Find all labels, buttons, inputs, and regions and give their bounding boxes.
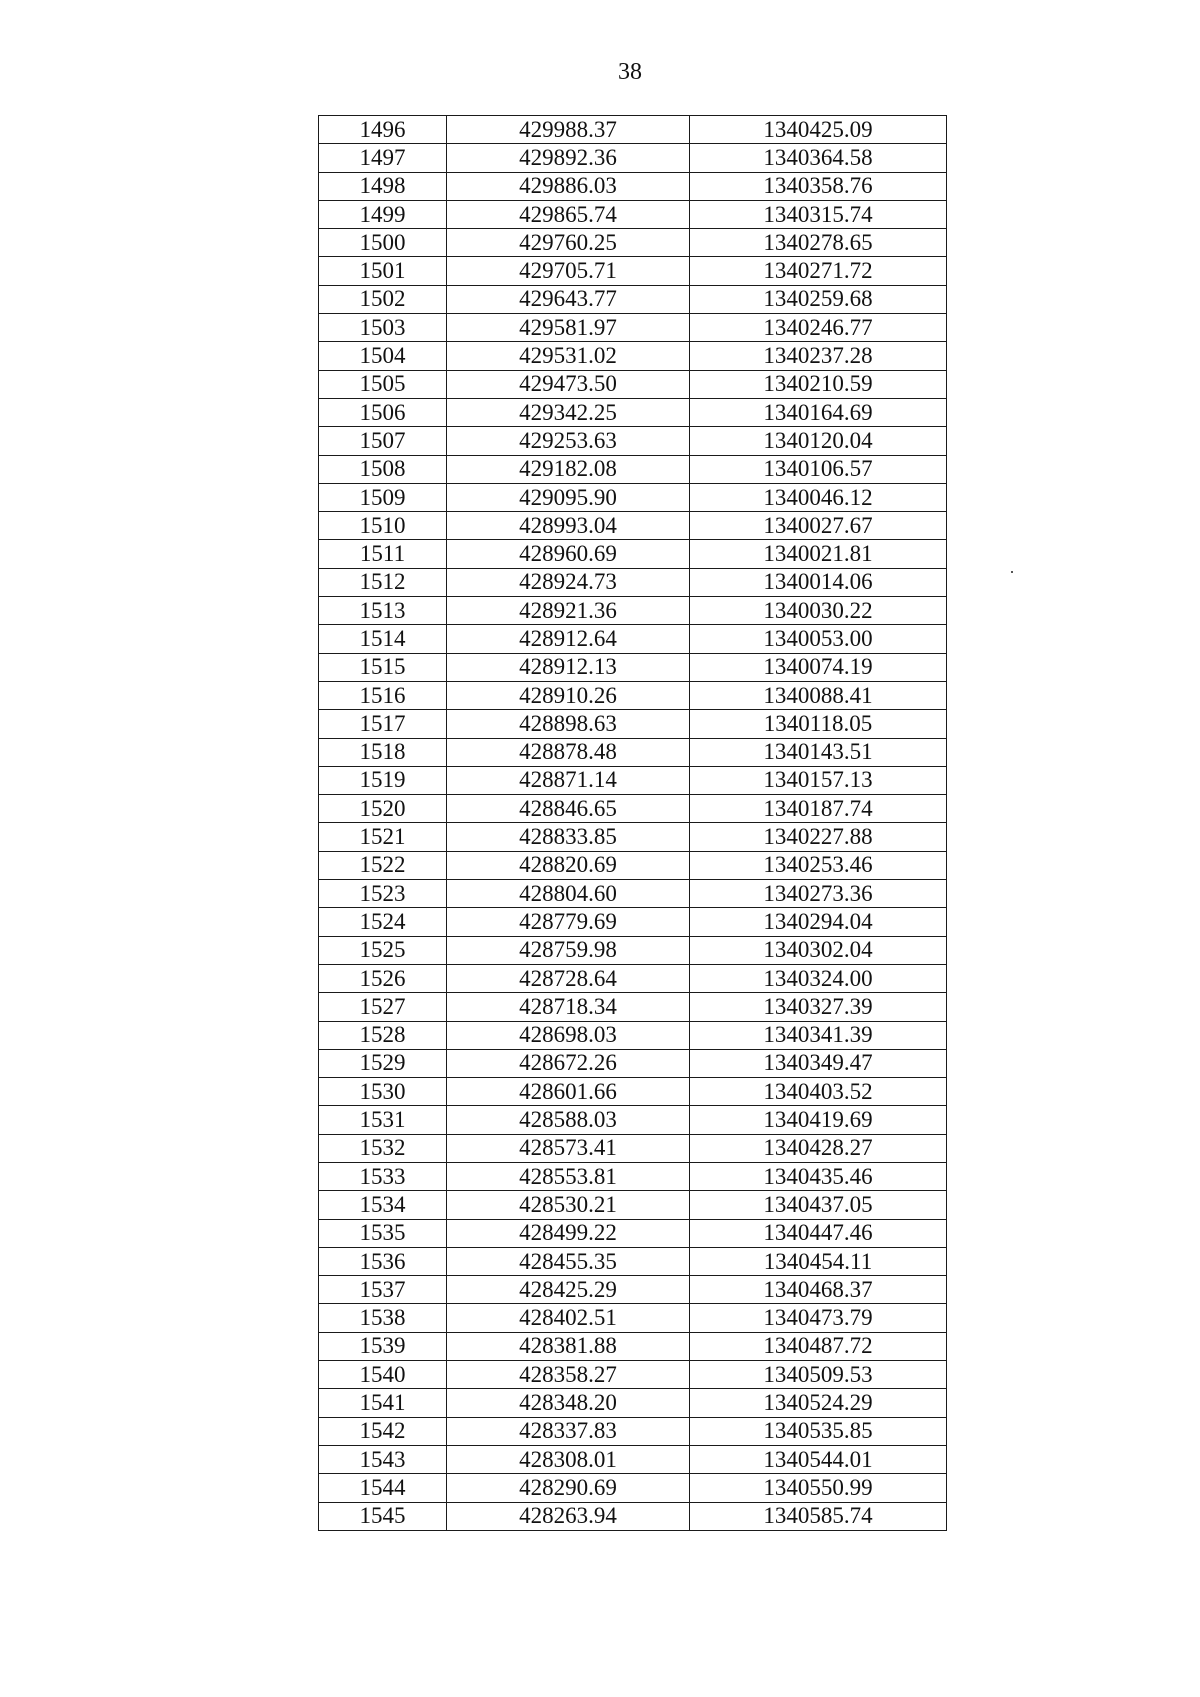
y-coordinate-cell: 1340473.79	[690, 1304, 947, 1332]
x-coordinate-cell: 428924.73	[447, 568, 690, 596]
table-row	[319, 229, 947, 257]
y-coordinate-cell: 1340550.99	[690, 1474, 947, 1502]
point-number-cell: 1516	[319, 681, 447, 709]
x-coordinate-cell: 429581.97	[447, 314, 690, 342]
y-coordinate-cell: 1340227.88	[690, 823, 947, 851]
y-coordinate-cell: 1340315.74	[690, 200, 947, 228]
point-number-cell: 1509	[319, 483, 447, 511]
point-number-cell: 1534	[319, 1191, 447, 1219]
x-coordinate-cell: 428381.88	[447, 1332, 690, 1360]
x-coordinate-cell: 428290.69	[447, 1474, 690, 1502]
x-coordinate-cell: 428698.03	[447, 1021, 690, 1049]
table-row	[319, 540, 947, 568]
point-number-cell: 1533	[319, 1162, 447, 1190]
point-number-cell: 1528	[319, 1021, 447, 1049]
point-number-cell: 1519	[319, 766, 447, 794]
x-coordinate-cell: 429886.03	[447, 172, 690, 200]
table-row	[319, 455, 947, 483]
y-coordinate-cell: 1340425.09	[690, 116, 947, 144]
y-coordinate-cell: 1340349.47	[690, 1049, 947, 1077]
y-coordinate-cell: 1340437.05	[690, 1191, 947, 1219]
y-coordinate-cell: 1340585.74	[690, 1502, 947, 1530]
x-coordinate-cell: 428921.36	[447, 597, 690, 625]
point-number-cell: 1535	[319, 1219, 447, 1247]
point-number-cell: 1502	[319, 285, 447, 313]
y-coordinate-cell: 1340046.12	[690, 483, 947, 511]
table-row	[319, 908, 947, 936]
point-number-cell: 1525	[319, 936, 447, 964]
x-coordinate-cell: 428588.03	[447, 1106, 690, 1134]
point-number-cell: 1507	[319, 427, 447, 455]
table-row	[319, 200, 947, 228]
table-row	[319, 483, 947, 511]
table-row	[319, 1078, 947, 1106]
x-coordinate-cell: 428553.81	[447, 1162, 690, 1190]
table-row	[319, 625, 947, 653]
point-number-cell: 1545	[319, 1502, 447, 1530]
x-coordinate-cell: 429531.02	[447, 342, 690, 370]
x-coordinate-cell: 428912.13	[447, 653, 690, 681]
point-number-cell: 1510	[319, 512, 447, 540]
y-coordinate-cell: 1340120.04	[690, 427, 947, 455]
y-coordinate-cell: 1340447.46	[690, 1219, 947, 1247]
y-coordinate-cell: 1340341.39	[690, 1021, 947, 1049]
x-coordinate-cell: 428337.83	[447, 1417, 690, 1445]
y-coordinate-cell: 1340246.77	[690, 314, 947, 342]
table-row	[319, 710, 947, 738]
scan-speck	[1011, 571, 1013, 573]
table-row	[319, 1049, 947, 1077]
y-coordinate-cell: 1340027.67	[690, 512, 947, 540]
point-number-cell: 1511	[319, 540, 447, 568]
point-number-cell: 1527	[319, 993, 447, 1021]
table-row	[319, 851, 947, 879]
y-coordinate-cell: 1340210.59	[690, 370, 947, 398]
table-row	[319, 370, 947, 398]
point-number-cell: 1529	[319, 1049, 447, 1077]
table-row	[319, 1191, 947, 1219]
table-row	[319, 738, 947, 766]
point-number-cell: 1508	[319, 455, 447, 483]
table-row	[319, 1106, 947, 1134]
point-number-cell: 1532	[319, 1134, 447, 1162]
x-coordinate-cell: 428820.69	[447, 851, 690, 879]
y-coordinate-cell: 1340435.46	[690, 1162, 947, 1190]
point-number-cell: 1543	[319, 1445, 447, 1473]
x-coordinate-cell: 428263.94	[447, 1502, 690, 1530]
y-coordinate-cell: 1340259.68	[690, 285, 947, 313]
x-coordinate-cell: 429182.08	[447, 455, 690, 483]
y-coordinate-cell: 1340157.13	[690, 766, 947, 794]
y-coordinate-cell: 1340544.01	[690, 1445, 947, 1473]
y-coordinate-cell: 1340271.72	[690, 257, 947, 285]
y-coordinate-cell: 1340419.69	[690, 1106, 947, 1134]
table-row	[319, 1474, 947, 1502]
x-coordinate-cell: 429892.36	[447, 144, 690, 172]
x-coordinate-cell: 428718.34	[447, 993, 690, 1021]
y-coordinate-cell: 1340088.41	[690, 681, 947, 709]
y-coordinate-cell: 1340364.58	[690, 144, 947, 172]
y-coordinate-cell: 1340021.81	[690, 540, 947, 568]
x-coordinate-cell: 428804.60	[447, 880, 690, 908]
x-coordinate-cell: 428499.22	[447, 1219, 690, 1247]
table-row	[319, 257, 947, 285]
point-number-cell: 1515	[319, 653, 447, 681]
point-number-cell: 1497	[319, 144, 447, 172]
coordinates-table	[318, 115, 947, 1531]
point-number-cell: 1513	[319, 597, 447, 625]
table-row	[319, 314, 947, 342]
y-coordinate-cell: 1340487.72	[690, 1332, 947, 1360]
y-coordinate-cell: 1340273.36	[690, 880, 947, 908]
x-coordinate-cell: 428878.48	[447, 738, 690, 766]
y-coordinate-cell: 1340403.52	[690, 1078, 947, 1106]
table-row	[319, 964, 947, 992]
x-coordinate-cell: 428672.26	[447, 1049, 690, 1077]
table-row	[319, 427, 947, 455]
table-row	[319, 568, 947, 596]
x-coordinate-cell: 428912.64	[447, 625, 690, 653]
x-coordinate-cell: 428910.26	[447, 681, 690, 709]
y-coordinate-cell: 1340454.11	[690, 1247, 947, 1275]
table-row	[319, 512, 947, 540]
y-coordinate-cell: 1340253.46	[690, 851, 947, 879]
x-coordinate-cell: 429342.25	[447, 398, 690, 426]
point-number-cell: 1501	[319, 257, 447, 285]
point-number-cell: 1521	[319, 823, 447, 851]
y-coordinate-cell: 1340302.04	[690, 936, 947, 964]
x-coordinate-cell: 429988.37	[447, 116, 690, 144]
point-number-cell: 1517	[319, 710, 447, 738]
point-number-cell: 1531	[319, 1106, 447, 1134]
table-row	[319, 1332, 947, 1360]
table-row	[319, 1389, 947, 1417]
x-coordinate-cell: 428759.98	[447, 936, 690, 964]
y-coordinate-cell: 1340524.29	[690, 1389, 947, 1417]
point-number-cell: 1518	[319, 738, 447, 766]
y-coordinate-cell: 1340468.37	[690, 1276, 947, 1304]
x-coordinate-cell: 428358.27	[447, 1361, 690, 1389]
table-row	[319, 653, 947, 681]
table-row	[319, 1361, 947, 1389]
table-row	[319, 1247, 947, 1275]
point-number-cell: 1542	[319, 1417, 447, 1445]
table-row	[319, 766, 947, 794]
x-coordinate-cell: 428425.29	[447, 1276, 690, 1304]
x-coordinate-cell: 428455.35	[447, 1247, 690, 1275]
table-row	[319, 1304, 947, 1332]
table-row	[319, 342, 947, 370]
coordinates-table-body	[319, 116, 947, 1531]
x-coordinate-cell: 428601.66	[447, 1078, 690, 1106]
y-coordinate-cell: 1340030.22	[690, 597, 947, 625]
y-coordinate-cell: 1340358.76	[690, 172, 947, 200]
point-number-cell: 1504	[319, 342, 447, 370]
point-number-cell: 1500	[319, 229, 447, 257]
table-row	[319, 1445, 947, 1473]
table-row	[319, 1021, 947, 1049]
x-coordinate-cell: 429705.71	[447, 257, 690, 285]
x-coordinate-cell: 429095.90	[447, 483, 690, 511]
point-number-cell: 1536	[319, 1247, 447, 1275]
point-number-cell: 1538	[319, 1304, 447, 1332]
x-coordinate-cell: 428530.21	[447, 1191, 690, 1219]
y-coordinate-cell: 1340014.06	[690, 568, 947, 596]
x-coordinate-cell: 428993.04	[447, 512, 690, 540]
x-coordinate-cell: 428846.65	[447, 795, 690, 823]
y-coordinate-cell: 1340428.27	[690, 1134, 947, 1162]
y-coordinate-cell: 1340278.65	[690, 229, 947, 257]
table-row	[319, 597, 947, 625]
x-coordinate-cell: 428348.20	[447, 1389, 690, 1417]
x-coordinate-cell: 429643.77	[447, 285, 690, 313]
point-number-cell: 1522	[319, 851, 447, 879]
x-coordinate-cell: 428779.69	[447, 908, 690, 936]
page-number: 38	[618, 59, 642, 85]
x-coordinate-cell: 428871.14	[447, 766, 690, 794]
point-number-cell: 1503	[319, 314, 447, 342]
x-coordinate-cell: 428960.69	[447, 540, 690, 568]
x-coordinate-cell: 428308.01	[447, 1445, 690, 1473]
table-row	[319, 795, 947, 823]
y-coordinate-cell: 1340237.28	[690, 342, 947, 370]
x-coordinate-cell: 429865.74	[447, 200, 690, 228]
table-row	[319, 1417, 947, 1445]
y-coordinate-cell: 1340053.00	[690, 625, 947, 653]
y-coordinate-cell: 1340509.53	[690, 1361, 947, 1389]
y-coordinate-cell: 1340118.05	[690, 710, 947, 738]
x-coordinate-cell: 428402.51	[447, 1304, 690, 1332]
x-coordinate-cell: 428898.63	[447, 710, 690, 738]
point-number-cell: 1498	[319, 172, 447, 200]
table-row	[319, 1219, 947, 1247]
x-coordinate-cell: 429473.50	[447, 370, 690, 398]
x-coordinate-cell: 428573.41	[447, 1134, 690, 1162]
point-number-cell: 1506	[319, 398, 447, 426]
table-row	[319, 172, 947, 200]
x-coordinate-cell: 429760.25	[447, 229, 690, 257]
y-coordinate-cell: 1340324.00	[690, 964, 947, 992]
point-number-cell: 1541	[319, 1389, 447, 1417]
point-number-cell: 1540	[319, 1361, 447, 1389]
table-row	[319, 936, 947, 964]
table-row	[319, 1134, 947, 1162]
table-row	[319, 398, 947, 426]
y-coordinate-cell: 1340294.04	[690, 908, 947, 936]
table-row	[319, 1502, 947, 1530]
table-row	[319, 681, 947, 709]
y-coordinate-cell: 1340164.69	[690, 398, 947, 426]
point-number-cell: 1514	[319, 625, 447, 653]
y-coordinate-cell: 1340535.85	[690, 1417, 947, 1445]
table-row	[319, 823, 947, 851]
table-row	[319, 993, 947, 1021]
table-row	[319, 285, 947, 313]
point-number-cell: 1512	[319, 568, 447, 596]
table-row	[319, 1162, 947, 1190]
y-coordinate-cell: 1340143.51	[690, 738, 947, 766]
y-coordinate-cell: 1340187.74	[690, 795, 947, 823]
y-coordinate-cell: 1340327.39	[690, 993, 947, 1021]
point-number-cell: 1496	[319, 116, 447, 144]
table-row	[319, 880, 947, 908]
point-number-cell: 1524	[319, 908, 447, 936]
point-number-cell: 1520	[319, 795, 447, 823]
table-row	[319, 144, 947, 172]
point-number-cell: 1505	[319, 370, 447, 398]
point-number-cell: 1537	[319, 1276, 447, 1304]
x-coordinate-cell: 428728.64	[447, 964, 690, 992]
point-number-cell: 1544	[319, 1474, 447, 1502]
table-row	[319, 1276, 947, 1304]
point-number-cell: 1530	[319, 1078, 447, 1106]
point-number-cell: 1499	[319, 200, 447, 228]
point-number-cell: 1523	[319, 880, 447, 908]
point-number-cell: 1526	[319, 964, 447, 992]
x-coordinate-cell: 429253.63	[447, 427, 690, 455]
y-coordinate-cell: 1340074.19	[690, 653, 947, 681]
table-row	[319, 116, 947, 144]
x-coordinate-cell: 428833.85	[447, 823, 690, 851]
point-number-cell: 1539	[319, 1332, 447, 1360]
y-coordinate-cell: 1340106.57	[690, 455, 947, 483]
